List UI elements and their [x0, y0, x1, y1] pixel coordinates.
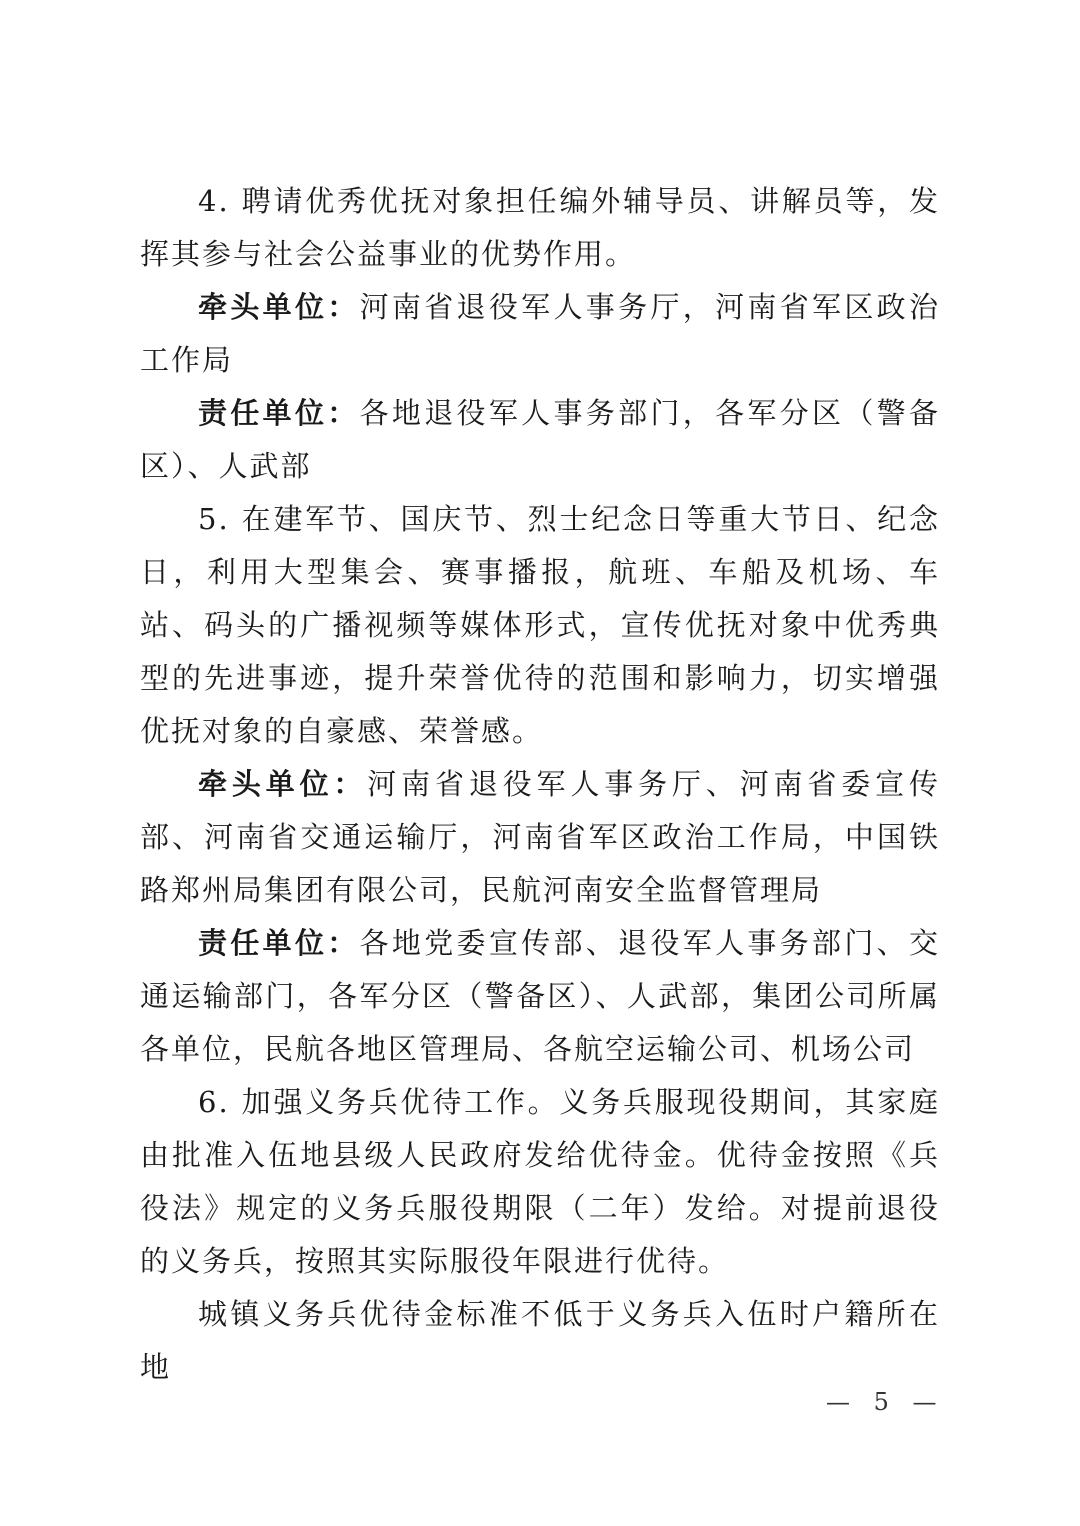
responsible-unit-text: 各地党委宣传部、退役军人事务部门、交通运输部门，各军分区（警备区）、人武部，集团公司所属各单位，民航各地区管理局、各航空运输公司、机场公司	[140, 926, 940, 1066]
lead-unit-paragraph	[140, 281, 940, 387]
responsible-unit-paragraph	[140, 917, 940, 1076]
responsible-unit-label: 责任单位：	[198, 396, 360, 430]
paragraph-item-4	[140, 175, 940, 281]
lead-unit-paragraph	[140, 758, 940, 917]
lead-unit-text: 河南省退役军人事务厅，河南省军区政治工作局	[140, 290, 940, 377]
paragraph-text: 5. 在建军节、国庆节、烈士纪念日等重大节日、纪念日，利用大型集会、赛事播报，航班、车船及机场、车站、码头的广播视频等媒体形式，宣传优抚对象中优秀典型的先进事迹，提升荣誉优待的范围和影响力，切实增强优抚对象的自豪感、荣誉感。	[140, 502, 940, 748]
lead-unit-label: 牵头单位：	[198, 767, 368, 801]
document-body	[140, 175, 940, 1394]
paragraph-item-6	[140, 1076, 940, 1288]
responsible-unit-paragraph	[140, 387, 940, 493]
lead-unit-label: 牵头单位：	[198, 290, 360, 324]
paragraph-urban-allowance	[140, 1288, 940, 1394]
paragraph-text: 4. 聘请优秀优抚对象担任编外辅导员、讲解员等，发挥其参与社会公益事业的优势作用。	[140, 184, 940, 271]
paragraph-text: 城镇义务兵优待金标准不低于义务兵入伍时户籍所在地	[140, 1297, 940, 1384]
page-number: — 5 —	[826, 1388, 945, 1416]
paragraph-text: 6. 加强义务兵优待工作。义务兵服现役期间，其家庭由批准入伍地县级人民政府发给优待金。优待金按照《兵役法》规定的义务兵服役期限（二年）发给。对提前退役的义务兵，按照其实际服役年限进行优待。	[140, 1085, 940, 1278]
responsible-unit-label: 责任单位：	[198, 926, 360, 960]
responsible-unit-text: 各地退役军人事务部门，各军分区（警备区）、人武部	[140, 396, 940, 483]
lead-unit-text: 河南省退役军人事务厅、河南省委宣传部、河南省交通运输厅，河南省军区政治工作局，中国铁路郑州局集团有限公司，民航河南安全监督管理局	[140, 767, 940, 907]
paragraph-item-5	[140, 493, 940, 758]
